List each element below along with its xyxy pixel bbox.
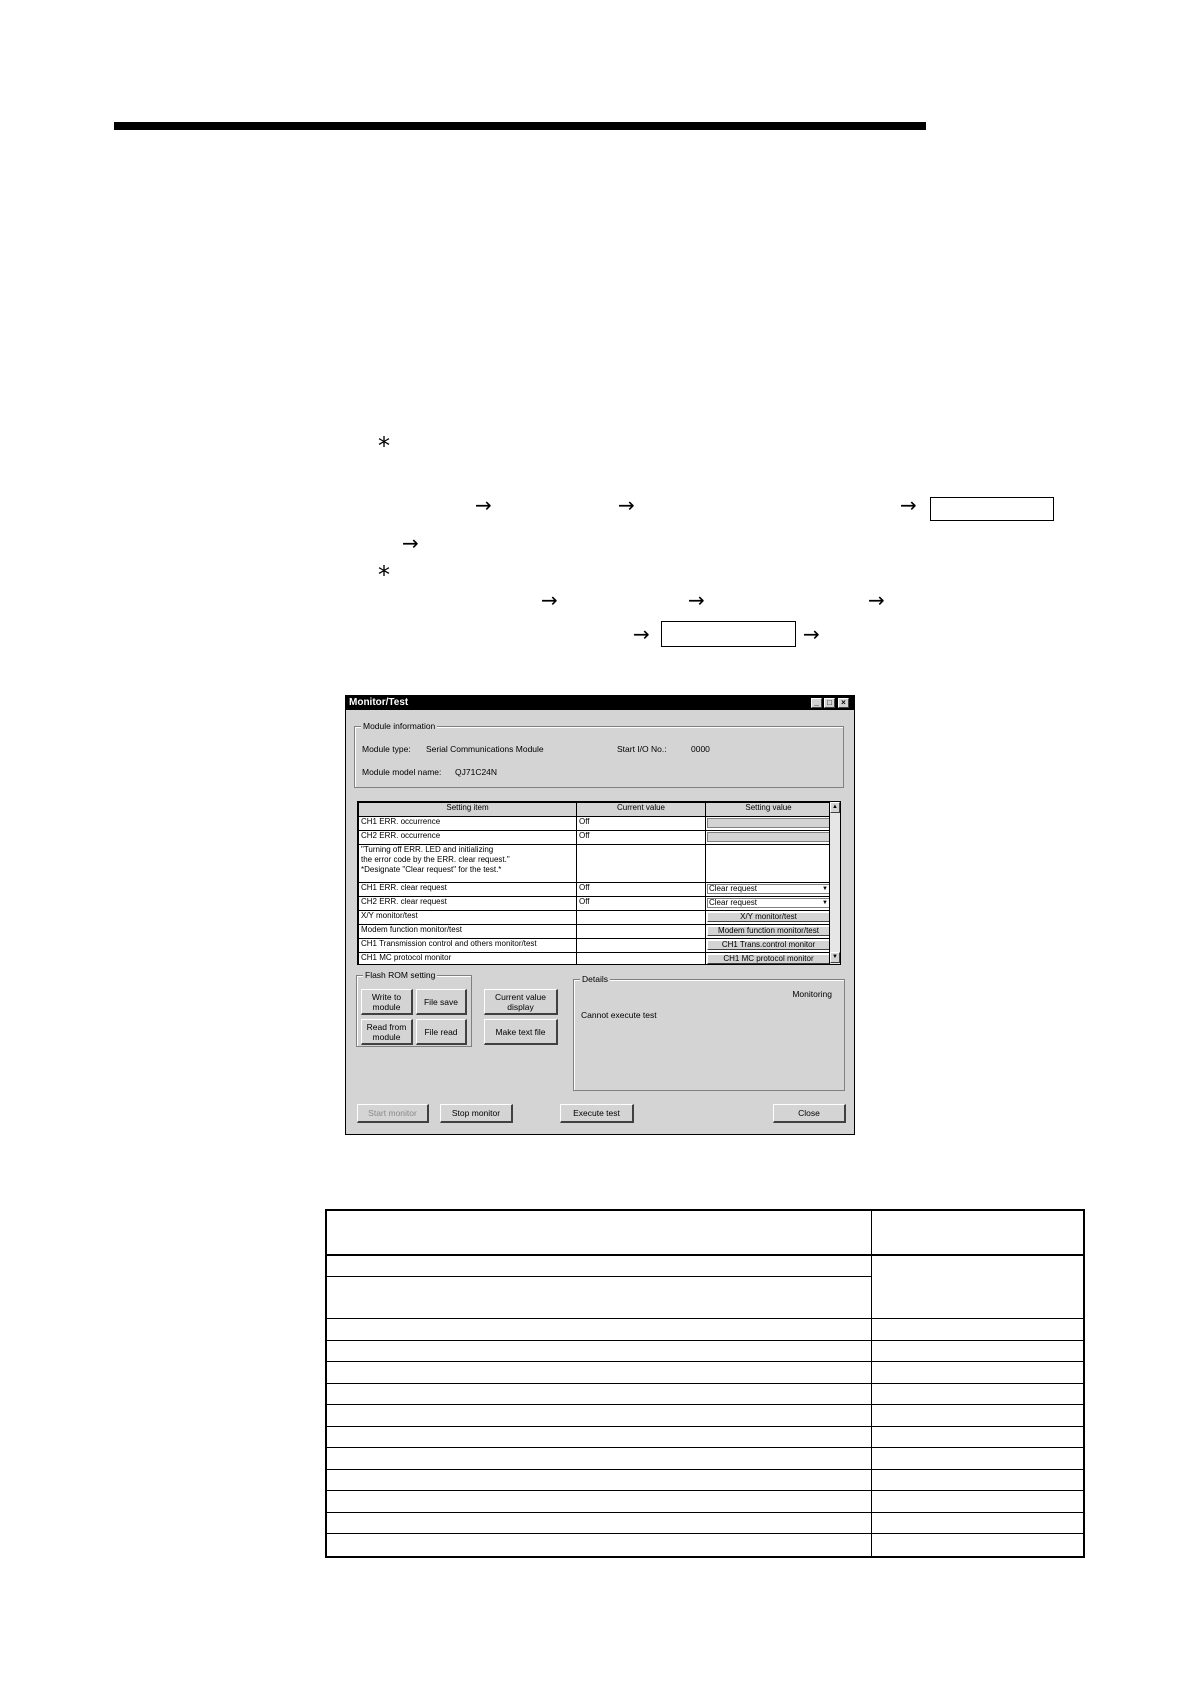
make-text-file-button[interactable]: Make text file xyxy=(484,1019,558,1045)
monitoring-status: Monitoring xyxy=(792,989,832,999)
column-header-setting-value: Setting value xyxy=(706,803,832,817)
note-line: "Turning off ERR. LED and initializing xyxy=(361,845,494,854)
key-frame xyxy=(661,621,796,647)
table-row-item: Modem function monitor/test xyxy=(359,925,577,939)
step-arrow: → xyxy=(868,588,885,612)
scroll-down-icon[interactable]: ▼ xyxy=(830,952,840,963)
table-row-setting xyxy=(706,845,832,883)
table-row-item: CH2 ERR. occurrence xyxy=(359,831,577,845)
table-row-item: CH1 ERR. clear request xyxy=(359,883,577,897)
dropdown-arrow-icon[interactable]: ▼ xyxy=(822,886,828,892)
items-table xyxy=(325,1209,1085,1558)
note-asterisk-1: * xyxy=(378,432,390,460)
step-arrow: → xyxy=(688,588,705,612)
table-row-current xyxy=(577,953,706,966)
table-row-current: Off xyxy=(577,817,706,831)
table-row-current xyxy=(577,939,706,953)
note-line: the error code by the ERR. clear request." xyxy=(361,855,510,864)
row-divider xyxy=(327,1447,1083,1448)
header-divider xyxy=(327,1254,1083,1256)
select-value: Clear request xyxy=(709,898,758,907)
step-arrow: → xyxy=(402,531,419,555)
current-value-display-button[interactable]: Current value display xyxy=(484,989,558,1015)
file-read-button[interactable]: File read xyxy=(416,1019,467,1045)
ch1-trans-control-monitor-button[interactable]: CH1 Trans.control monitor xyxy=(707,940,830,950)
modem-function-monitor-button[interactable]: Modem function monitor/test xyxy=(707,926,830,936)
row-divider xyxy=(327,1361,1083,1362)
maximize-icon[interactable]: □ xyxy=(824,698,835,708)
table-row-item: CH2 ERR. clear request xyxy=(359,897,577,911)
key-frame xyxy=(930,497,1054,521)
header-rule xyxy=(114,122,926,130)
row-divider xyxy=(327,1318,1083,1319)
table-row-item: CH1 MC protocol monitor xyxy=(359,953,577,966)
table-row-item: X/Y monitor/test xyxy=(359,911,577,925)
minimize-icon[interactable]: _ xyxy=(811,698,822,708)
row-divider xyxy=(327,1469,1083,1470)
table-row-current: Off xyxy=(577,883,706,897)
file-save-button[interactable]: File save xyxy=(416,989,467,1015)
read-from-module-button[interactable]: Read from module xyxy=(361,1019,413,1045)
table-row-current xyxy=(577,925,706,939)
step-arrow: → xyxy=(541,588,558,612)
xy-monitor-test-button[interactable]: X/Y monitor/test xyxy=(707,912,830,922)
table-row-item: CH1 ERR. occurrence xyxy=(359,817,577,831)
row-divider xyxy=(327,1276,871,1277)
step-arrow: → xyxy=(618,493,635,517)
step-arrow: → xyxy=(803,622,820,646)
row-divider xyxy=(327,1383,1083,1384)
row-divider xyxy=(327,1340,1083,1341)
module-type-label: Module type: xyxy=(362,744,411,754)
write-to-module-button[interactable]: Write to module xyxy=(361,989,413,1015)
details-message: Cannot execute test xyxy=(581,1010,657,1020)
settings-grid xyxy=(357,801,841,965)
table-row-current: Off xyxy=(577,831,706,845)
start-io-label: Start I/O No.: xyxy=(617,744,667,754)
setting-value-field xyxy=(707,832,830,842)
dialog-titlebar xyxy=(346,696,854,710)
ch2-clear-request-select[interactable] xyxy=(707,898,830,908)
grid-scrollbar[interactable] xyxy=(829,802,840,964)
step-arrow: → xyxy=(475,493,492,517)
row-divider xyxy=(327,1404,1083,1405)
module-model-value: QJ71C24N xyxy=(455,767,498,777)
note-asterisk-2: * xyxy=(378,561,390,589)
ch1-mc-protocol-monitor-button[interactable]: CH1 MC protocol monitor xyxy=(707,954,830,964)
row-divider xyxy=(327,1512,1083,1513)
module-information-group xyxy=(354,721,844,788)
ch1-clear-request-select[interactable] xyxy=(707,884,830,894)
column-header-setting-item: Setting item xyxy=(359,803,577,817)
details-label: Details xyxy=(582,974,608,984)
flash-rom-setting-label: Flash ROM setting xyxy=(365,970,436,980)
close-icon[interactable]: × xyxy=(838,698,849,708)
dropdown-arrow-icon[interactable]: ▼ xyxy=(822,900,828,906)
close-button[interactable]: Close xyxy=(773,1104,846,1123)
table-row-current xyxy=(577,845,706,883)
details-group xyxy=(573,974,845,1091)
start-monitor-button[interactable]: Start monitor xyxy=(357,1104,429,1123)
start-io-value: 0000 xyxy=(691,744,710,754)
table-row-item-note xyxy=(359,845,577,883)
table-row-current xyxy=(577,911,706,925)
row-divider xyxy=(327,1533,1083,1534)
select-value: Clear request xyxy=(709,884,758,893)
table-row-current: Off xyxy=(577,897,706,911)
step-arrow: → xyxy=(633,622,650,646)
column-header-current-value: Current value xyxy=(577,803,706,817)
module-type-value: Serial Communications Module xyxy=(426,744,544,754)
scroll-up-icon[interactable]: ▲ xyxy=(830,802,840,813)
step-arrow: → xyxy=(900,493,917,517)
table-row-item: CH1 Transmission control and others monitor/test xyxy=(359,939,577,953)
setting-value-field xyxy=(707,818,830,828)
execute-test-button[interactable]: Execute test xyxy=(560,1104,634,1123)
dialog-title: Monitor/Test xyxy=(349,697,409,708)
note-line: *Designate "Clear request" for the test.* xyxy=(361,865,502,874)
monitor-test-dialog xyxy=(345,695,855,1135)
row-divider xyxy=(327,1490,1083,1491)
module-model-label: Module model name: xyxy=(362,767,442,777)
stop-monitor-button[interactable]: Stop monitor xyxy=(440,1104,513,1123)
row-divider xyxy=(327,1426,1083,1427)
module-information-label: Module information xyxy=(363,721,436,731)
